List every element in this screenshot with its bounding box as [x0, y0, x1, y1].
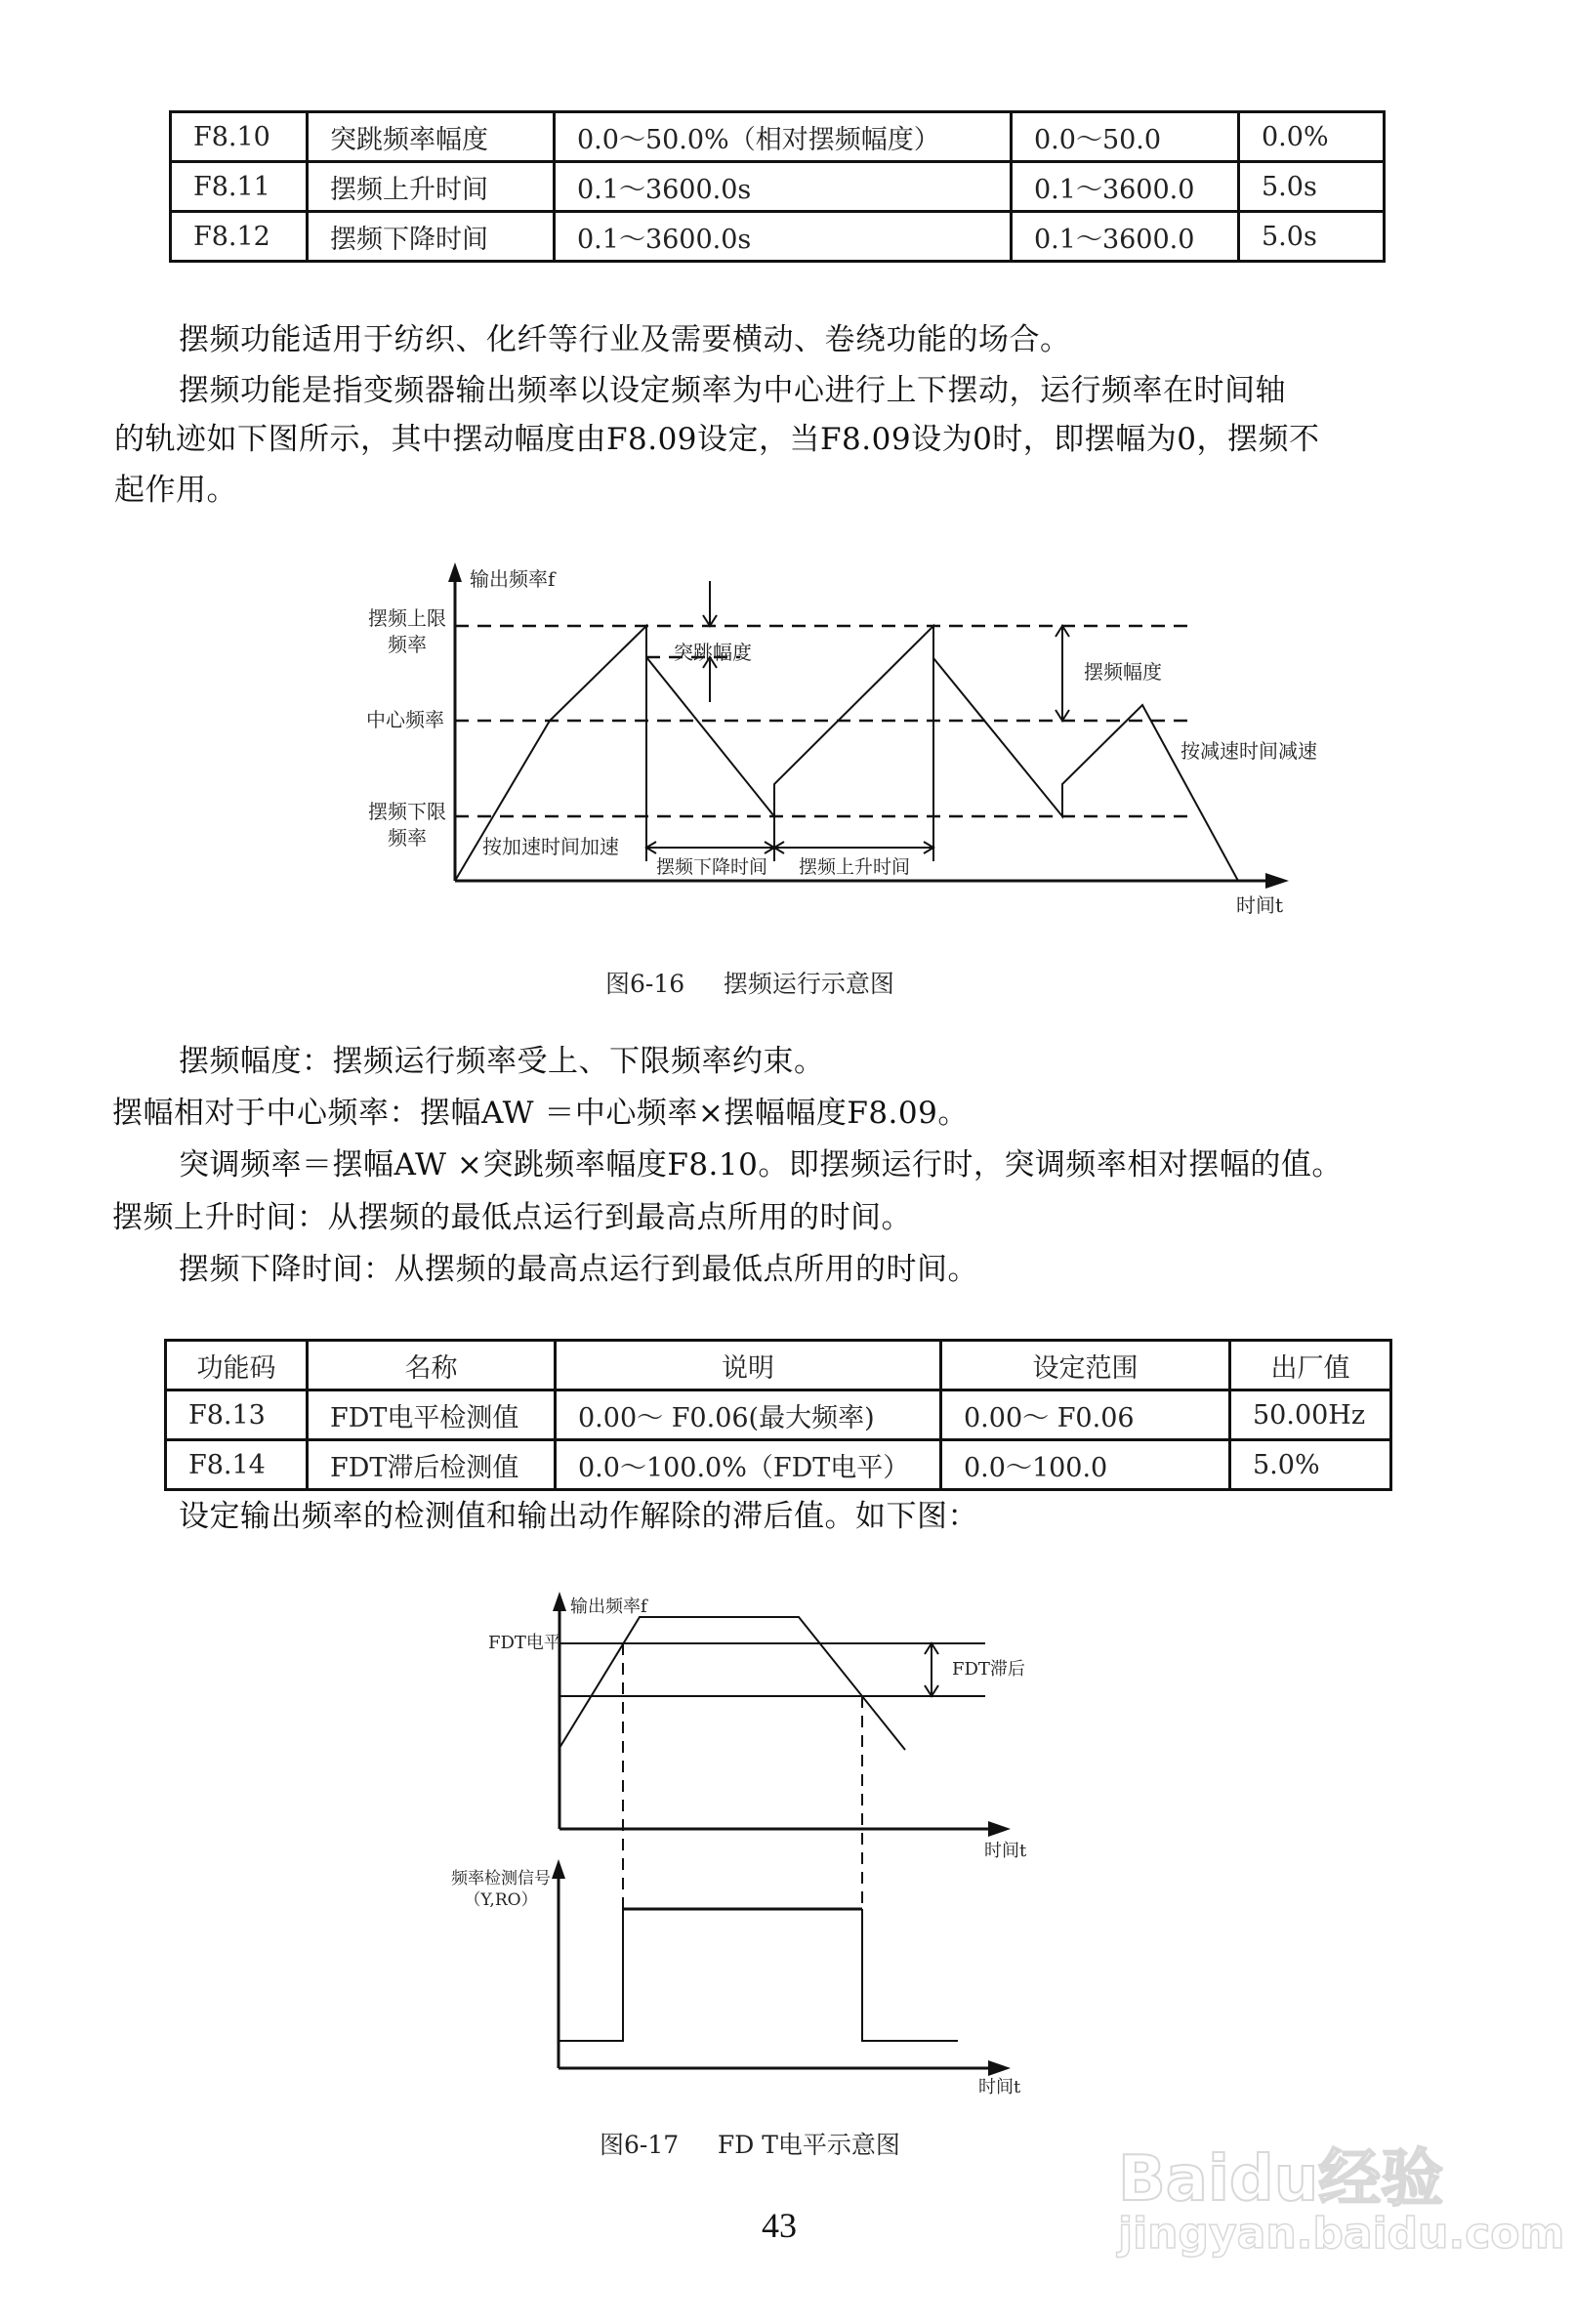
- fig1-jump-amplitude-label: 突跳幅度: [674, 641, 752, 664]
- fig1-x-axis-label: 时间t: [1236, 893, 1284, 917]
- fig2-y-axis-arrow-icon: [553, 1592, 566, 1611]
- table-cell-default: 0.0%: [1239, 112, 1385, 162]
- figure-6-17-caption: 图6-17 FD T电平示意图: [600, 2131, 900, 2159]
- explain-line-2: 摆幅相对于中心频率：摆幅AW ＝中心频率×摆幅幅度F8.09。: [112, 1096, 969, 1131]
- intro-paragraph-2-line-2: 的轨迹如下图所示，其中摆动幅度由F8.09设定，当F8.09设为0时，即摆幅为0，摆频不: [114, 422, 1320, 457]
- table-cell-name: FDT电平检测值: [308, 1390, 556, 1440]
- fig2-signal-label-line2: （Y,RO）: [464, 1889, 538, 1910]
- fig1-upper-limit-label-line1: 摆频上限: [368, 606, 446, 630]
- explain-line-4: 摆频上升时间：从摆频的最低点运行到最高点所用的时间。: [112, 1200, 912, 1235]
- figure-6-16-caption: 图6-16 摆频运行示意图: [605, 970, 894, 998]
- intro-paragraph-1: 摆频功能适用于纺织、化纤等行业及需要横动、卷绕功能的场合。: [179, 322, 1071, 357]
- fig1-lower-limit-label-line2: 频率: [388, 826, 427, 850]
- fig2-y-axis-label: 输出频率f: [570, 1597, 647, 1617]
- table-header-name: 名称: [308, 1341, 556, 1390]
- page-number: 43: [762, 2206, 797, 2245]
- fig1-rise-time-label: 摆频上升时间: [799, 856, 911, 878]
- table-header-desc: 说明: [556, 1341, 941, 1390]
- table-cell-range: 0.0～50.0: [1012, 112, 1239, 162]
- table-cell-range: 0.00～ F0.06: [941, 1390, 1230, 1440]
- table-cell-desc: 0.0～100.0%（FDT电平）: [556, 1440, 941, 1490]
- intro-paragraph-2-line-3: 起作用。: [114, 473, 237, 508]
- fig2-fdt-lag-label: FDT滞后: [952, 1659, 1025, 1680]
- table-header-code: 功能码: [166, 1341, 308, 1390]
- baidu-watermark-url: jingyan.baidu.com: [1118, 2209, 1565, 2259]
- fig1-fall-time-label: 摆频下降时间: [656, 856, 768, 878]
- table-cell-code: F8.14: [166, 1440, 308, 1490]
- table-cell-name: FDT滞后检测值: [308, 1440, 556, 1490]
- table-cell-default: 5.0s: [1239, 162, 1385, 212]
- table-cell-range: 0.1～3600.0: [1012, 212, 1239, 262]
- table-cell-default: 5.0%: [1230, 1440, 1391, 1490]
- table-header-default: 出厂值: [1230, 1341, 1391, 1390]
- fig1-decel-label: 按减速时间减速: [1180, 739, 1317, 763]
- table-cell-range: 0.1～3600.0: [1012, 162, 1239, 212]
- fig2-signal-x-axis-label: 时间t: [978, 2077, 1021, 2097]
- fig1-accel-label: 按加速时间加速: [482, 835, 619, 858]
- table-cell-desc: 0.1～3600.0s: [555, 162, 1012, 212]
- table-cell-default: 5.0s: [1239, 212, 1385, 262]
- fig2-x-axis-label: 时间t: [984, 1841, 1027, 1861]
- table-cell-desc: 0.0～50.0%（相对摆频幅度）: [555, 112, 1012, 162]
- fig1-lower-limit-label-line1: 摆频下限: [368, 800, 446, 823]
- table-cell-name: 突跳频率幅度: [308, 112, 555, 162]
- baidu-watermark-logo: Baidu经验: [1118, 2143, 1444, 2216]
- fdt-intro-line: 设定输出频率的检测值和输出动作解除的滞后值。如下图：: [179, 1499, 978, 1534]
- table-cell-code: F8.11: [171, 162, 308, 212]
- fig1-y-axis-label: 输出频率f: [470, 567, 556, 591]
- table-cell-name: 摆频上升时间: [308, 162, 555, 212]
- table-cell-name: 摆频下降时间: [308, 212, 555, 262]
- fig2-signal-label: [447, 1870, 555, 1909]
- table-cell-code: F8.10: [171, 112, 308, 162]
- table-header-range: 设定范围: [941, 1341, 1230, 1390]
- intro-paragraph-2-line-1: 摆频功能是指变频器输出频率以设定频率为中心进行上下摆动，运行频率在时间轴: [179, 373, 1286, 408]
- table-cell-desc: 0.00～ F0.06(最大频率): [556, 1390, 941, 1440]
- explain-line-5: 摆频下降时间：从摆频的最高点运行到最低点所用的时间。: [179, 1252, 978, 1287]
- explain-line-3: 突调频率＝摆幅AW ×突跳频率幅度F8.10。即摆频运行时，突调频率相对摆幅的值。: [179, 1147, 1343, 1183]
- fig2-fdt-level-label: FDT电平: [488, 1633, 561, 1653]
- table-cell-default: 50.00Hz: [1230, 1390, 1391, 1440]
- fig1-center-label: 中心频率: [366, 708, 444, 731]
- table-cell-code: F8.13: [166, 1390, 308, 1440]
- fig2-signal-time-arrow-icon: [988, 2060, 1011, 2076]
- fig2-signal-label-line1: 频率检测信号: [451, 1869, 551, 1888]
- table-cell-desc: 0.1～3600.0s: [555, 212, 1012, 262]
- explain-line-1: 摆频幅度：摆频运行频率受上、下限频率约束。: [179, 1044, 825, 1079]
- fig1-wobble-amplitude-label: 摆频幅度: [1084, 660, 1162, 684]
- table-cell-code: F8.12: [171, 212, 308, 262]
- fig2-x-axis-arrow-icon: [988, 1821, 1011, 1837]
- table-cell-range: 0.0～100.0: [941, 1440, 1230, 1490]
- fig1-upper-limit-label-line2: 频率: [388, 633, 427, 656]
